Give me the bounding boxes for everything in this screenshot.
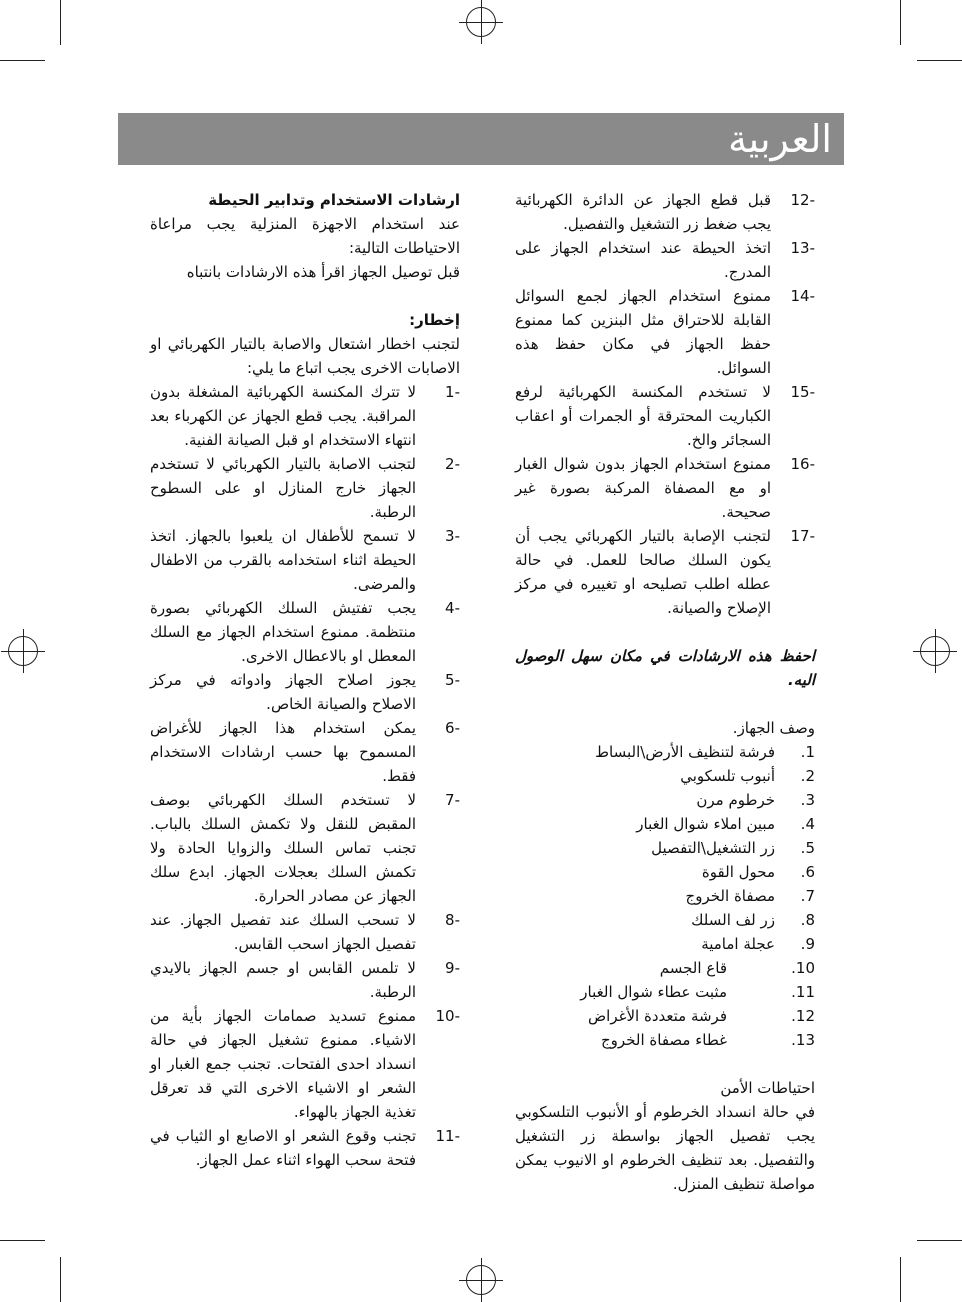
list-item: -9 لا تلمس القابس او جسم الجهاز بالايدي الرطبة. — [150, 959, 460, 1001]
list-item: 13. غطاء مصفاة الخروج — [601, 1031, 815, 1049]
list-item: 6. محول القوة — [701, 863, 815, 881]
list-item: -17 لتجنب الإصابة بالتيار الكهربائي يجب أن يكون السلك صالحا للعمل. في حالة عطله اطلب تصليحه او تغييره في مركز الإصلاح والصيانة. — [515, 527, 815, 617]
list-item: 8. زر لف السلك — [691, 911, 815, 929]
warning-heading: إخطار: — [409, 311, 460, 329]
guide-heading: ارشادات الاستخدام وتدابير الحيطة — [208, 191, 460, 209]
crop-mark — [60, 1257, 61, 1302]
safety-heading: احتياطات الأمن — [720, 1079, 815, 1097]
list-item: -14 ممنوع استخدام الجهاز لجمع السوائل القابلة للاحتراق مثل البنزين كما ممنوع حفظ الجهاز في مكان حفظ هذه السوائل. — [515, 287, 815, 377]
crop-mark — [60, 0, 61, 45]
safety-text: في حالة انسداد الخرطوم أو الأنبوب التلسكوبي يجب تفصيل الجهاز بواسطة زر التشغيل والتفصيل. بعد تنظيف الخرطوم او الانيوب يمكن مواصلة تنظيف المنزل. — [515, 1103, 815, 1193]
list-item: 7. مصفاة الخروج — [685, 887, 815, 905]
list-item: 4. مبين املاء شوال الغبار — [636, 815, 815, 833]
device-parts-list — [515, 740, 815, 1052]
list-item: -6 يمكن استخدام هذا الجهاز للأغراض المسموح بها حسب ارشادات الاستخدام فقط. — [150, 719, 460, 785]
language-header-band — [118, 113, 844, 165]
list-item: -4 يجب تفتيش السلك الكهربائي بصورة منتظمة. ممنوع استخدام الجهاز مع السلك المعطل او بالاعطال الاخرى. — [150, 599, 460, 665]
list-item: -2 لتجنب الاصابة بالتيار الكهربائي لا تستخدم الجهاز خارج المنازل او على السطوح الرطبة. — [150, 455, 460, 521]
guide-read-note: قبل توصيل الجهاز اقرأ هذه الارشادات بانتباه — [186, 263, 460, 281]
list-item: 9. عجلة امامية — [701, 935, 815, 953]
list-item: 1. فرشة لتنظيف الأرض\البساط — [595, 743, 815, 761]
list-item: 12. فرشة متعددة الأغراض — [588, 1007, 815, 1025]
crop-mark — [900, 0, 901, 45]
crop-mark — [900, 1257, 901, 1302]
crop-mark — [0, 1240, 45, 1241]
crop-mark — [917, 60, 962, 61]
list-item: 11. مثبت عطاء شوال الغبار — [580, 983, 815, 1001]
right-column — [515, 188, 815, 1196]
registration-mark-bottom — [466, 1265, 496, 1295]
list-item: -16 ممنوع استخدام الجهاز بدون شوال الغبار او مع المصفاة المركبة بصورة غير صحيحة. — [515, 455, 815, 521]
list-item: -15 لا تستخدم المكنسة الكهربائية لرفع الكباريت المحترقة أو الجمرات أو اعقاب السجائر والخ. — [515, 383, 815, 449]
keep-instructions-note: احفظ هذه الارشادات في مكان سهل الوصول اليه. — [515, 647, 815, 689]
list-item: -11 تجنب وقوع الشعر او الاصابع او الثياب في فتحة سحب الهواء اثناء عمل الجهاز. — [150, 1127, 460, 1169]
list-item: -13 اتخذ الحيطة عند استخدام الجهاز على المدرج. — [515, 239, 815, 281]
registration-mark-top — [466, 7, 496, 37]
device-description-heading: وصف الجهاز. — [732, 719, 815, 737]
list-item: -10 ممنوع تسديد صمامات الجهاز بأية من الاشياء. ممنوع تشغيل الجهاز في حالة انسداد احدى الفتحات. تجنب جمع الغبار او الشعر او الاشياء الاخرى التي قد تعرقل تغذية الجهاز بالهواء. — [150, 1007, 460, 1121]
list-item: -1 لا تترك المكنسة الكهربائية المشغلة بدون المراقبة. يجب قطع الجهاز عن الكهرباء بعد انتهاء الاستخدام او قبل الصيانة الفنية. — [150, 383, 460, 449]
warning-intro: لتجنب اخطار اشتعال والاصابة بالتيار الكهربائي او الاصابات الاخرى يجب اتباع ما يلي: — [150, 335, 460, 377]
crop-mark — [0, 60, 45, 61]
language-title: العربية — [728, 117, 832, 161]
registration-mark-right — [920, 636, 950, 666]
registration-mark-left — [8, 636, 38, 666]
crop-mark — [917, 1240, 962, 1241]
list-item: 3. خرطوم مرن — [696, 791, 815, 809]
list-item: -7 لا تستخدم السلك الكهربائي بوصف المقبض للنقل ولا تكمش السلك بالباب. تجنب تماس السلك والزوايا الحادة ولا تكمش السلك بعجلات الجهاز. ابدع سلك الجهاز عن مصادر الحرارة. — [150, 791, 460, 905]
list-item: -3 لا تسمح للأطفال ان يلعبوا بالجهاز. اتخذ الحيطة اثناء استخدامه بالقرب من الاطفال والمرضى. — [150, 527, 460, 593]
list-item: 2. أنبوب تلسكوبي — [680, 767, 815, 785]
list-item: -5 يجوز اصلاح الجهاز وادواته في مركز الاصلاح والصيانة الخاص. — [150, 671, 460, 713]
guide-intro: عند استخدام الاجهزة المنزلية يجب مراعاة الاحتياطات التالية: — [150, 215, 460, 257]
list-item: -8 لا تسحب السلك عند تفصيل الجهاز. عند تفصيل الجهاز اسحب القابس. — [150, 911, 460, 953]
list-item: 5. زر التشغيل\التفصيل — [651, 839, 815, 857]
left-column — [150, 188, 460, 1172]
list-item: 10. قاع الجسم — [659, 959, 815, 977]
list-item: -12 قبل قطع الجهاز عن الدائرة الكهربائية يجب ضغط زر التشغيل والتفصيل. — [515, 191, 815, 233]
